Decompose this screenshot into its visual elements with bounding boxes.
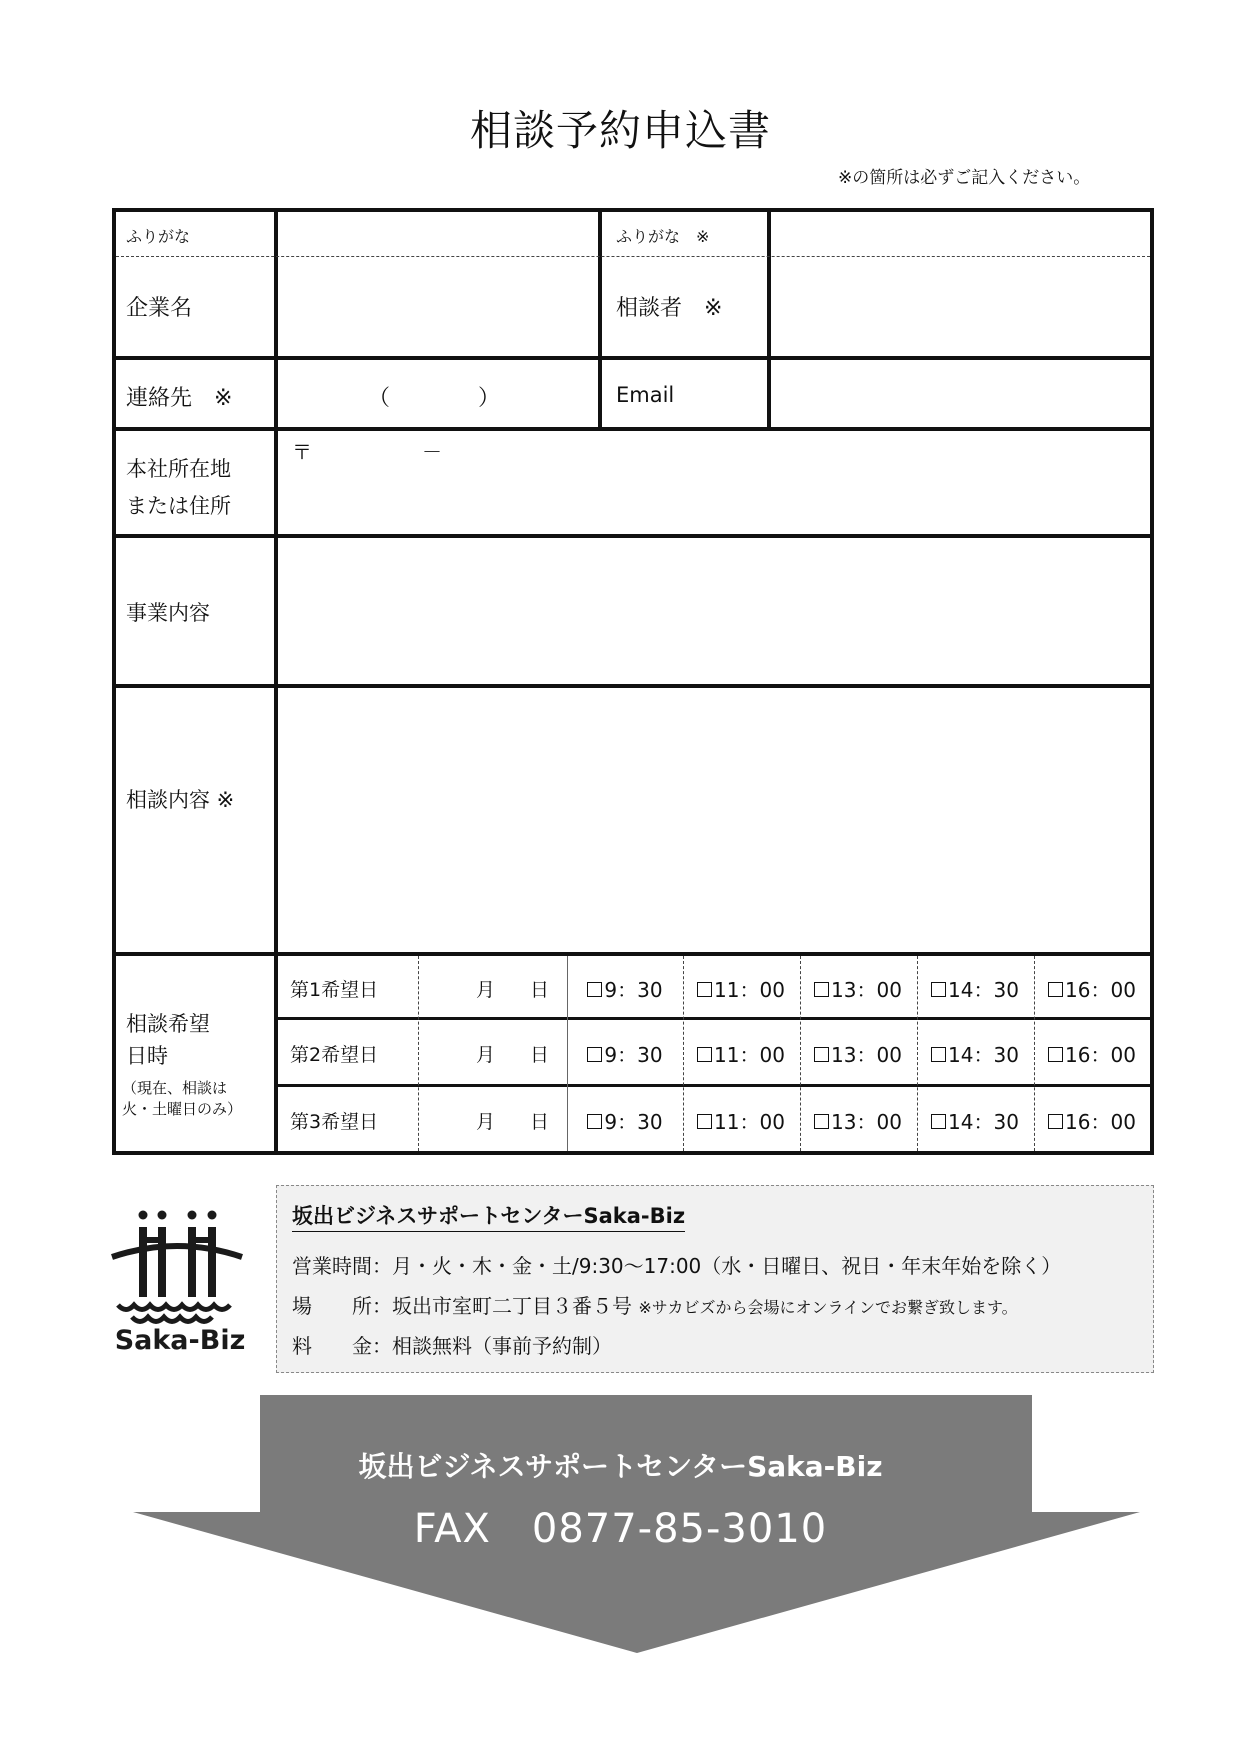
day-label: 日: [530, 979, 550, 1001]
time-slot-checkbox[interactable]: [800, 974, 916, 1003]
required-note: ※の箇所は必ずご記入ください。: [838, 168, 1091, 188]
place-key: 場 所：: [292, 1294, 392, 1318]
choice-label: 第3希望日: [290, 1111, 379, 1133]
place-value: 坂出市室町二丁目３番５号: [392, 1294, 632, 1318]
time-slot-checkbox[interactable]: [567, 1106, 683, 1135]
address-label-line1: 本社所在地: [126, 457, 231, 481]
furigana-consultant-label: ふりがな ※: [616, 227, 710, 246]
checkbox-square-icon[interactable]: [931, 1114, 946, 1129]
business-label: 事業内容: [126, 601, 210, 625]
furigana-label: ふりがな: [126, 227, 191, 246]
time-slot-checkbox[interactable]: [1034, 974, 1150, 1003]
fax-number: FAX 0877-85-3010: [413, 1506, 828, 1552]
hours-value: 月・火・木・金・土/9:30～17:00（水・日曜日、祝日・年末年始を除く）: [392, 1254, 1062, 1278]
schedule-note-line1: （現在、相談は: [122, 1079, 228, 1097]
time-slot-label: 13：00: [831, 1110, 902, 1134]
fee-value: 相談無料（事前予約制）: [392, 1334, 612, 1358]
time-slot-checkbox[interactable]: [1034, 1039, 1150, 1068]
day-label: 日: [530, 1111, 550, 1133]
time-slot-label: 16：00: [1065, 1110, 1136, 1134]
checkbox-square-icon[interactable]: [931, 982, 946, 997]
contact-label: 連絡先 ※: [126, 386, 233, 411]
arrow-org-name: 坂出ビジネスサポートセンターSaka-Biz: [358, 1450, 883, 1483]
consultant-name-field[interactable]: [771, 258, 1150, 356]
address-label-line2: または住所: [126, 494, 231, 518]
month-label: 月: [476, 1111, 496, 1133]
checkbox-square-icon[interactable]: [1048, 982, 1063, 997]
email-label: Email: [616, 383, 675, 407]
time-slot-label: 11：00: [714, 1043, 785, 1067]
time-slot-checkbox[interactable]: [683, 1039, 799, 1068]
time-slot-checkbox[interactable]: [917, 1039, 1033, 1068]
checkbox-square-icon[interactable]: [1048, 1114, 1063, 1129]
checkbox-square-icon[interactable]: [814, 982, 829, 997]
month-label: 月: [476, 979, 496, 1001]
schedule-label-line2: 日時: [126, 1044, 168, 1068]
choice-label: 第2希望日: [290, 1044, 379, 1066]
time-slot-label: 16：00: [1065, 1043, 1136, 1067]
info-place: [292, 1290, 1018, 1319]
hours-key: 営業時間：: [292, 1254, 392, 1278]
checkbox-square-icon[interactable]: [587, 1047, 602, 1062]
checkbox-square-icon[interactable]: [931, 1047, 946, 1062]
phone-parentheses: （ ）: [368, 386, 501, 411]
time-slot-label: 9：30: [604, 1043, 663, 1067]
checkbox-square-icon[interactable]: [697, 982, 712, 997]
time-slot-checkbox[interactable]: [917, 1106, 1033, 1135]
time-slot-label: 9：30: [604, 978, 663, 1002]
fee-key: 料 金：: [292, 1334, 392, 1358]
postal-mark: 〒: [292, 440, 312, 464]
consult-label: 相談内容 ※: [126, 788, 235, 812]
time-slot-label: 13：00: [831, 978, 902, 1002]
time-slot-label: 9：30: [604, 1110, 663, 1134]
time-slot-checkbox[interactable]: [1034, 1106, 1150, 1135]
time-slot-checkbox[interactable]: [917, 974, 1033, 1003]
furigana-consultant-field[interactable]: [771, 212, 1150, 256]
checkbox-square-icon[interactable]: [697, 1047, 712, 1062]
checkbox-square-icon[interactable]: [814, 1047, 829, 1062]
time-slot-checkbox[interactable]: [567, 974, 683, 1003]
time-slot-label: 16：00: [1065, 978, 1136, 1002]
consult-field[interactable]: [278, 688, 1150, 952]
time-slot-label: 14：30: [948, 1043, 1019, 1067]
time-slot-label: 11：00: [714, 1110, 785, 1134]
page-title: 相談予約申込書: [469, 106, 771, 155]
place-note: ※サカビズから会場にオンラインでお繋ぎ致します。: [638, 1298, 1018, 1317]
schedule-note-line2: 火・土曜日のみ）: [122, 1100, 243, 1118]
day-label: 日: [530, 1044, 550, 1066]
logo: [110, 1205, 250, 1355]
company-label: 企業名: [126, 296, 193, 321]
time-slot-label: 11：00: [714, 978, 785, 1002]
checkbox-square-icon[interactable]: [814, 1114, 829, 1129]
email-field[interactable]: [771, 360, 1150, 427]
info-title: 坂出ビジネスサポートセンターSaka-Biz: [292, 1200, 685, 1232]
furigana-field[interactable]: [278, 212, 598, 256]
business-field[interactable]: [278, 538, 1150, 684]
consultant-label: 相談者 ※: [616, 296, 723, 321]
time-slot-label: 13：00: [831, 1043, 902, 1067]
time-slot-label: 14：30: [948, 978, 1019, 1002]
checkbox-square-icon[interactable]: [697, 1114, 712, 1129]
time-slot-checkbox[interactable]: [800, 1039, 916, 1068]
address-field[interactable]: [278, 431, 1150, 534]
logo-text: Saka-Biz: [114, 1325, 246, 1356]
time-slot-checkbox[interactable]: [683, 1106, 799, 1135]
time-slot-checkbox[interactable]: [800, 1106, 916, 1135]
info-hours: [292, 1250, 1061, 1279]
checkbox-square-icon[interactable]: [587, 1114, 602, 1129]
info-fee: [292, 1330, 612, 1359]
checkbox-square-icon[interactable]: [1048, 1047, 1063, 1062]
company-name-field[interactable]: [278, 258, 598, 356]
time-slot-label: 14：30: [948, 1110, 1019, 1134]
postal-dash: －: [422, 440, 442, 464]
choice-label: 第1希望日: [290, 979, 379, 1001]
checkbox-square-icon[interactable]: [587, 982, 602, 997]
time-slot-checkbox[interactable]: [683, 974, 799, 1003]
time-slot-checkbox[interactable]: [567, 1039, 683, 1068]
month-label: 月: [476, 1044, 496, 1066]
schedule-label-line1: 相談希望: [126, 1012, 210, 1036]
